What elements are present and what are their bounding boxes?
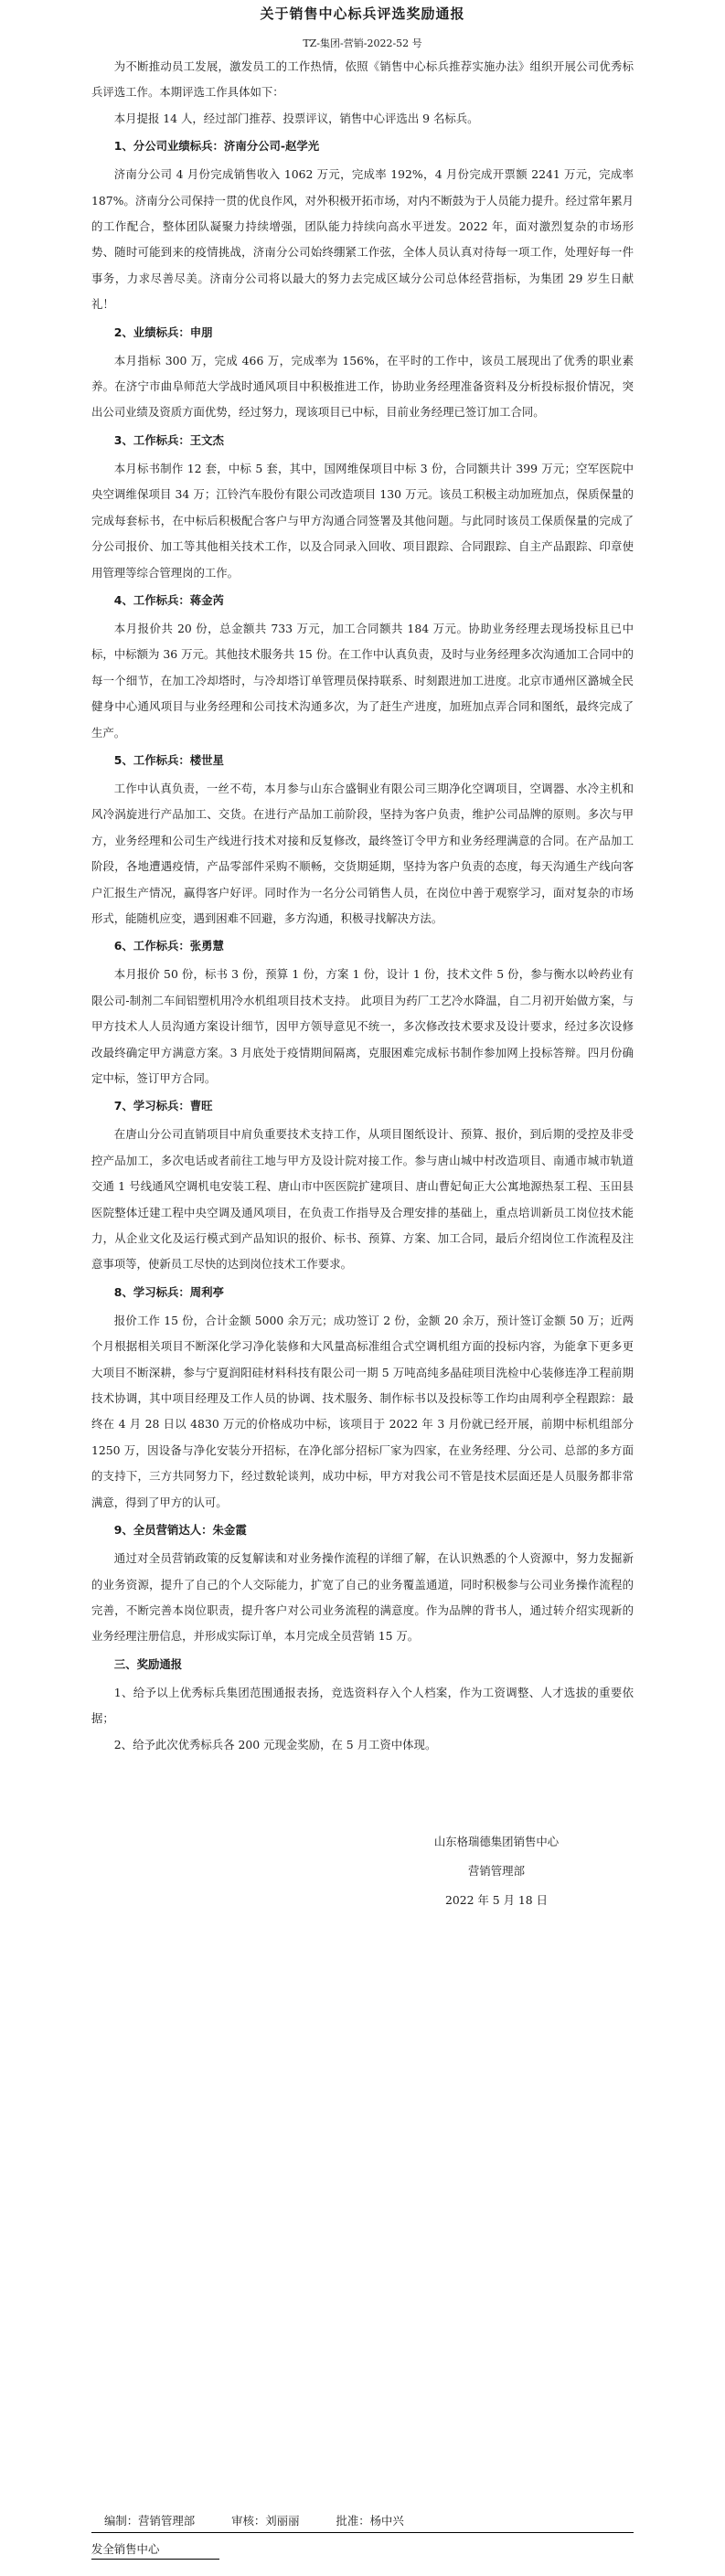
reward-item: 1、给予以上优秀标兵集团范围通报表扬，竞选资料存入个人档案，作为工资调整、人才选拔的重要依据； — [91, 1685, 634, 1726]
section-heading: 3、工作标兵：王文杰 — [113, 432, 224, 447]
intro — [91, 54, 634, 132]
document-title: 关于销售中心标兵评选奖励通报 — [260, 5, 465, 22]
section-paragraph: 报价工作 15 份，合计金额 5000 余万元；成功签订 2 份，金额 20 余万，预计签订金额 50 万；近两个月根据相关项目不断深化学习净化装修和大风量高标准组合式空调机组方面的投标内容，为能拿下更多更大项目不断深耕，参与宁夏润阳硅材料科技有限公司一期 5 万吨高纯多晶硅项目洗检中心装修连净工程前期技术协调，其中项目经理及工作人员的协调、技术服务、制作标书以及投标等工作均由周利亭全程跟踪：最终在 4 月 28 日以 4830 万元的价格成功中标，该项目于 2022 年 3 月份就已经开展，前期中标机组部分 1250 万，因设备与净化安装分开招标，在净化部分招标厂家为四家，在业务经理、分公司、总部的多方面的支持下，三方共同努力下，经过数轮谈判，成功中标，甲方对我公司不管是技术层面还是人员服务都非常满意，得到了甲方的认可。 — [91, 1313, 634, 1509]
section-1 — [91, 134, 634, 317]
section-heading: 4、工作标兵：蒋金芮 — [113, 592, 224, 607]
section-heading: 8、学习标兵：周利亭 — [113, 1284, 224, 1299]
section-9 — [91, 1518, 634, 1650]
section-heading: 1、分公司业绩标兵：济南分公司-赵学光 — [113, 139, 320, 154]
section-paragraph: 通过对全员营销政策的反复解读和对业务操作流程的详细了解，在认识熟悉的个人资源中，努力发掘新的业务资源，提升了自己的个人交际能力，扩宽了自己的业务覆盖通道，同时积极参与公司业务操作流程的完善，不断完善本岗位职责，提升客户对公司业务流程的满意度。作为品牌的背书人，通过转介绍实现新的业务经理注册信息，并形成实际订单，本月完成全员营销 15 万。 — [91, 1551, 634, 1644]
intro-paragraph: 本月提报 14 人，经过部门推荐、投票评议，销售中心评选出 9 名标兵。 — [113, 111, 479, 125]
intro-paragraph: 为不断推动员工发展，激发员工的工作热情，依照《销售中心标兵推荐实施办法》组织开展公司优秀标兵评选工作。本期评选工作具体如下： — [91, 59, 634, 100]
signature-block — [91, 1827, 634, 1915]
section-7 — [91, 1094, 634, 1277]
reward-item: 2、给予此次优秀标兵各 200 元现金奖励，在 5 月工资中体现。 — [113, 1737, 437, 1751]
section-heading: 三、奖励通报 — [113, 1656, 183, 1671]
section-heading: 9、全员营销达人：朱金霞 — [113, 1523, 247, 1538]
section-paragraph: 在唐山分公司直销项目中肩负重要技术支持工作，从项目图纸设计、预算、报价，到后期的受控及非受控产品加工，多次电话或者前往工地与甲方及设计院对接工作。参与唐山城中村改造项目、南通市城市轨道交通 1 号线通风空调机电安装工程、唐山市中医医院扩建项目、唐山曹妃甸正大公寓地源热泵工程、玉田县医院整体迁建工程中央空调及通风项目，在负责工作指导及合理安排的基础上，重点培训新员工岗位技术能力，从企业文化及运行模式到产品知识的报价、标书、预算、方案、加工合同，最后介绍岗位工作流程及注意事项等，使新员工尽快的达到岗位技术工作要求。 — [91, 1127, 634, 1272]
section-heading: 5、工作标兵：楼世星 — [113, 752, 224, 767]
footer-reviewer: 审核：刘丽丽 — [231, 2514, 300, 2528]
approval-row — [91, 2512, 634, 2533]
section-rewards — [91, 1653, 634, 1758]
section-heading: 7、学习标兵：曹旺 — [113, 1099, 213, 1113]
section-5 — [91, 749, 634, 931]
footer-approver: 批准：杨中兴 — [336, 2514, 404, 2528]
signature-company: 山东格瑞德集团销售中心 — [433, 1834, 560, 1848]
section-heading: 6、工作标兵：张勇慧 — [113, 939, 224, 953]
section-paragraph: 本月报价共 20 份，总金额共 733 万元，加工合同额共 184 万元。协助业务经理去现场投标且已中标，中标额为 36 万元。其他技术服务共 15 份。在工作中认真负责，及时与业务经理多次沟通加工合同中的每一个细节，在加工冷却塔时，与冷却塔订单管理员保持联系、时刻跟进加工进度。北京市通州区潞城全民健身中心通风项目与业务经理和公司技术沟通多次，为了赶生产进度，加班加点弄合同和图纸，最终完成了生产。 — [91, 621, 634, 740]
section-paragraph: 济南分公司 4 月份完成销售收入 1062 万元，完成率 192%，4 月份完成开票额 2241 万元，完成率 187%。济南分公司保持一贯的优良作风，对外积极开拓市场，对内不断鼓为于人员能力提升。经过常年累月的工作配合，整体团队凝聚力持续增强，团队能力持续向高水平迸发。2022 年，面对激烈复杂的市场形势、随时可能到来的疫情挑战，济南分公司始终绷紧工作弦，全体人员认真对待每一项工作，处理好每一件事务，力求尽善尽美。济南分公司将以最大的努力去完成区域分公司总体经营指标，为集团 29 岁生日献礼！ — [91, 167, 634, 312]
section-6 — [91, 934, 634, 1091]
section-4 — [91, 589, 634, 746]
section-paragraph: 本月指标 300 万，完成 466 万，完成率为 156%，在平时的工作中，该员工展现出了优秀的职业素养。在济宁市曲阜师范大学战时通风项目中积极推进工作，协助业务经理准备资料及分析投标报价情况，突出公司业绩及资质方面优势，经过努力，现该项目已中标，目前业务经理已签订加工合同。 — [91, 353, 634, 420]
section-8 — [91, 1281, 634, 1516]
footer-distribution: 发全销售中心 — [91, 2533, 219, 2560]
section-paragraph: 本月标书制作 12 套，中标 5 套，其中，国网维保项目中标 3 份，合同额共计 399 万元；空军医院中央空调维保项目 34 万；江铃汽车股份有限公司改造项目 130 万元。该员工积极主动加班加点，保质保量的完成每套标书，在中标后积极配合客户与甲方沟通合同签署及其他问题。与此同时该员工保质保量的完成了分公司报价、加工等其他相关技术工作，以及合同录入回收、项目跟踪、合同跟踪、自主产品跟踪、印章使用管理等综合管理岗的工作。 — [91, 461, 634, 580]
section-heading: 2、业绩标兵：申朋 — [113, 325, 213, 339]
section-3 — [91, 429, 634, 586]
section-paragraph: 工作中认真负责，一丝不苟，本月参与山东合盛铜业有限公司三期净化空调项目，空调器、水冷主机和风冷涡旋进行产品加工、交货。在进行产品加工前阶段，坚持为客户负责，维护公司品牌的原则。多次与甲方，业务经理和公司生产线进行技术对接和反复修改，最终签订令甲方和业务经理满意的合同。在产品加工阶段，各地遭遇疫情，产品零部件采购不顺畅，交货期延期，坚持为客户负责的态度，每天沟通生产线向客户汇报生产情况，赢得客户好评。同时作为一名分公司销售人员，在岗位中善于观察学习，面对复杂的市场形式，能随机应变，遇到困难不回避，多方沟通，积极寻找解决方法。 — [91, 781, 634, 925]
signature-date: 2022 年 5 月 18 日 — [444, 1892, 549, 1907]
document-number: TZ-集团-营销-2022-52 号 — [303, 37, 422, 49]
approval-footer — [91, 2512, 634, 2560]
section-paragraph: 本月报价 50 份，标书 3 份，预算 1 份，方案 1 份，设计 1 份，技术文件 5 份，参与衡水以岭药业有限公司-制剂二车间铝塑机用冷水机组项目技术支持。 此项目为药厂工艺冷水降温，自二月初开始做方案，与甲方技术人人员沟通方案设计细节，因甲方领导意见不统一，多次修改技术要求及设计要求，经过多次设修改最终确定甲方满意方案。3 月底处于疫情期间隔离，克服困难完成标书制作参加网上投标答辩。四月份确定中标，签订甲方合同。 — [91, 967, 634, 1085]
section-2 — [91, 321, 634, 426]
signature-department: 营销管理部 — [468, 1863, 525, 1878]
footer-author: 编制：营销管理部 — [104, 2514, 196, 2528]
